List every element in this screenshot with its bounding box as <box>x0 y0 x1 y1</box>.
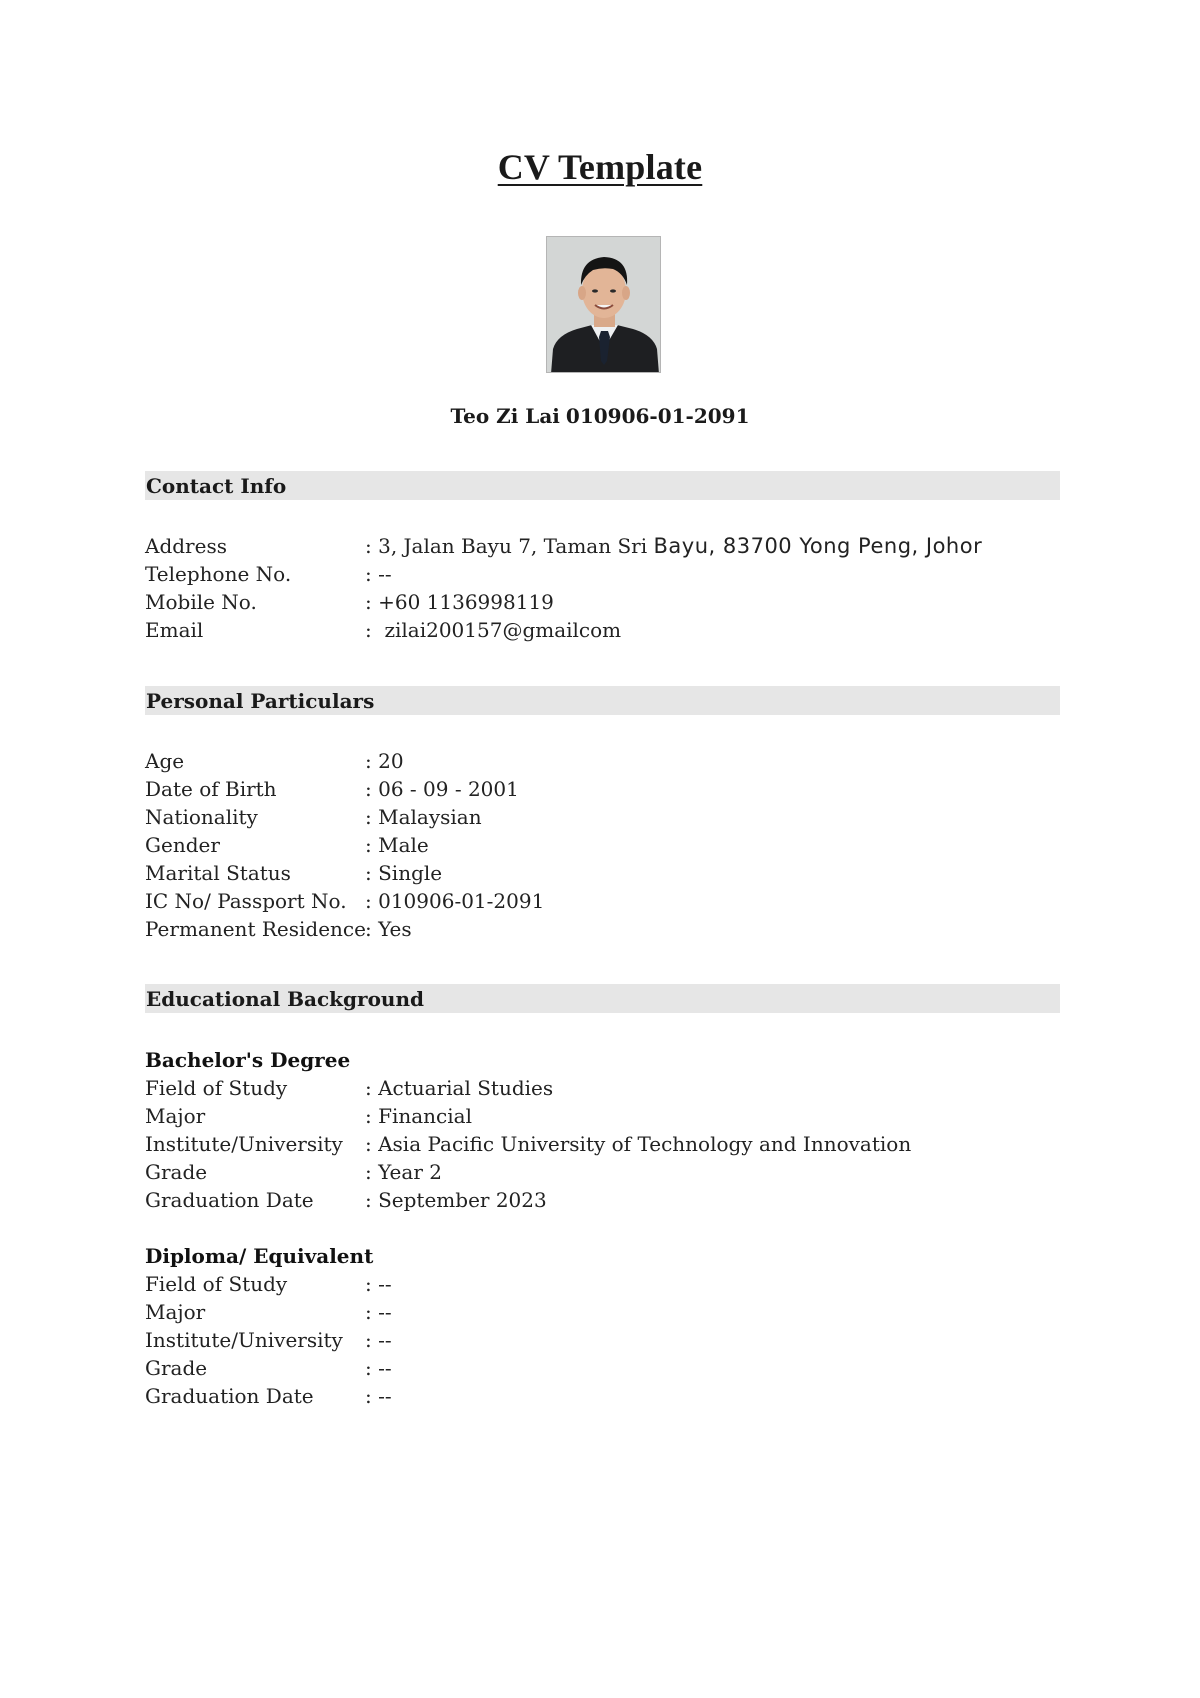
contact-row-telephone <box>145 560 1105 588</box>
row-value: : Malaysian <box>365 805 482 829</box>
bachelor-row-institute <box>145 1130 1105 1158</box>
personal-row-permanent-residence <box>145 915 1105 943</box>
row-label: Graduation Date <box>145 1384 314 1408</box>
contact-row-email <box>145 616 1105 644</box>
row-value: : Year 2 <box>365 1160 442 1184</box>
row-label: Institute/University <box>145 1328 343 1352</box>
section-heading-education: Educational Background <box>145 984 1060 1013</box>
row-label: Institute/University <box>145 1132 343 1156</box>
personal-row-ic-passport <box>145 887 1105 915</box>
bachelor-row-field <box>145 1074 1105 1102</box>
row-value: : 20 <box>365 749 404 773</box>
row-value <box>365 532 982 560</box>
row-value: : 06 - 09 - 2001 <box>365 777 519 801</box>
personal-row-nationality <box>145 803 1105 831</box>
row-label: Major <box>145 1300 206 1324</box>
row-value: : -- <box>365 1272 392 1296</box>
row-value: : zilai200157@gmailcom <box>365 618 622 642</box>
bachelor-heading: Bachelor's Degree <box>145 1048 351 1072</box>
contact-row-address <box>145 532 1105 560</box>
profile-photo <box>546 236 661 373</box>
row-label: Field of Study <box>145 1076 288 1100</box>
row-value: : -- <box>365 1356 392 1380</box>
row-value: : +60 1136998119 <box>365 590 554 614</box>
row-value: : Male <box>365 833 429 857</box>
row-label: Major <box>145 1104 206 1128</box>
address-value-part1: : 3, Jalan Bayu 7, Taman Sri <box>365 534 654 558</box>
row-value: : Yes <box>365 917 412 941</box>
diploma-row-field <box>145 1270 1105 1298</box>
bachelor-row-major <box>145 1102 1105 1130</box>
address-value-part2: Bayu, 83700 Yong Peng, Johor <box>653 534 983 558</box>
personal-row-age <box>145 747 1105 775</box>
row-label: Age <box>145 749 185 773</box>
section-heading-personal: Personal Particulars <box>145 686 1060 715</box>
row-value: : -- <box>365 1384 392 1408</box>
personal-row-marital-status <box>145 859 1105 887</box>
row-value: : 010906-01-2091 <box>365 889 545 913</box>
personal-particulars-list <box>145 747 1105 943</box>
bachelor-row-grade <box>145 1158 1105 1186</box>
contact-info-list <box>145 532 1105 644</box>
row-label: Mobile No. <box>145 590 257 614</box>
row-value: : Financial <box>365 1104 472 1128</box>
row-label: Grade <box>145 1356 208 1380</box>
row-label: Nationality <box>145 805 258 829</box>
row-label: Email <box>145 618 204 642</box>
row-value: : Single <box>365 861 443 885</box>
personal-row-dob <box>145 775 1105 803</box>
row-label: Address <box>145 534 227 558</box>
section-heading-contact: Contact Info <box>145 471 1060 500</box>
bachelor-row-graduation <box>145 1186 1105 1214</box>
personal-row-gender <box>145 831 1105 859</box>
profile-photo-image <box>547 237 661 373</box>
applicant-id: 010906-01-2091 <box>565 404 750 428</box>
diploma-row-institute <box>145 1326 1105 1354</box>
row-label: Grade <box>145 1160 208 1184</box>
row-label: Gender <box>145 833 220 857</box>
diploma-block <box>145 1242 1105 1410</box>
applicant-name-line <box>0 404 1200 428</box>
applicant-name: Teo Zi Lai <box>450 404 560 428</box>
page-title: CV Template <box>497 147 703 187</box>
row-value: : Actuarial Studies <box>365 1076 554 1100</box>
diploma-row-major <box>145 1298 1105 1326</box>
bachelor-degree-block <box>145 1046 1105 1214</box>
row-label: IC No/ Passport No. <box>145 889 347 913</box>
diploma-row-grade <box>145 1354 1105 1382</box>
diploma-heading: Diploma/ Equivalent <box>145 1244 374 1268</box>
row-label: Telephone No. <box>145 562 292 586</box>
row-value: : September 2023 <box>365 1188 547 1212</box>
row-value: : -- <box>365 1328 392 1352</box>
row-label: Field of Study <box>145 1272 288 1296</box>
row-label: Marital Status <box>145 861 291 885</box>
row-value: : -- <box>365 562 392 586</box>
row-label: Graduation Date <box>145 1188 314 1212</box>
contact-row-mobile <box>145 588 1105 616</box>
row-value: : -- <box>365 1300 392 1324</box>
row-value: : Asia Pacific University of Technology and Innovation <box>365 1132 912 1156</box>
row-label: Date of Birth <box>145 777 277 801</box>
diploma-row-graduation <box>145 1382 1105 1410</box>
row-label: Permanent Residence <box>145 917 366 941</box>
